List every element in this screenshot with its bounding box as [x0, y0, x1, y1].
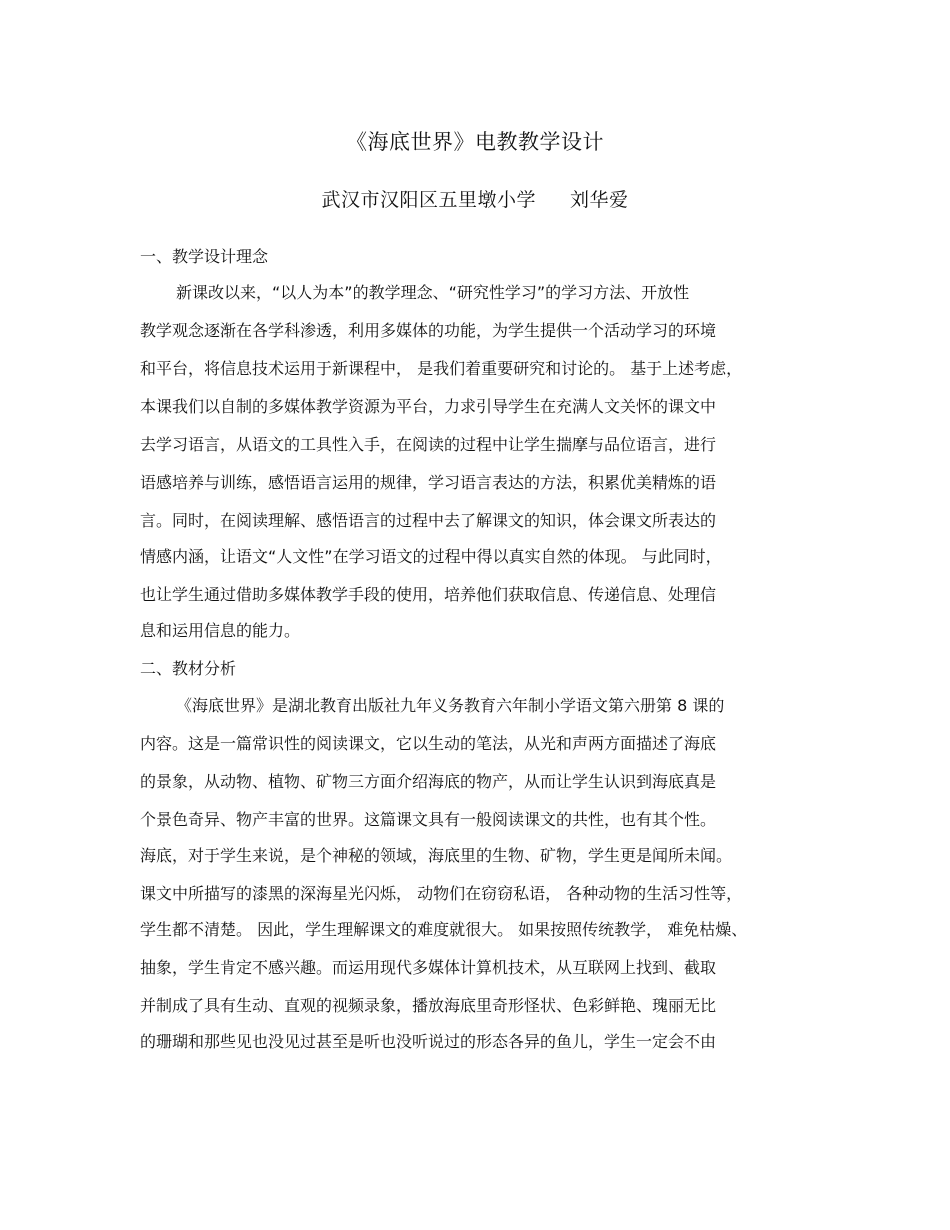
paragraph-line: 新课改以来，“以人为本”的教学理念、“研究性学习”的学习方法、开放性	[176, 283, 690, 302]
author-line	[0, 185, 950, 212]
paragraph-line: 学生都不清楚。 因此，学生理解课文的难度就很大。 如果按照传统教学， 难免枯燥、	[140, 920, 748, 939]
paragraph-line: 课文中所描写的漆黑的深海星光闪烁， 动物们在窃窃私语， 各种动物的生活习性等，	[140, 884, 743, 903]
paragraph-line: 本课我们以自制的多媒体教学资源为平台，力求引导学生在充满人文关怀的课文中	[140, 397, 717, 416]
paragraph-line: 和平台，将信息技术运用于新课程中， 是我们着重要研究和讨论的。 基于上述考虑，	[140, 359, 743, 378]
document-title: 《海底世界》电教教学设计	[346, 130, 604, 154]
paragraph-line: 的景象，从动物、植物、矿物三方面介绍海底的物产，从而让学生认识到海底真是	[140, 772, 717, 791]
author-school: 武汉市汉阳区五里墩小学	[321, 189, 536, 211]
paragraph-line: 教学观念逐渐在各学科渗透，利用多媒体的功能，为学生提供一个活动学习的环境	[140, 321, 717, 340]
author-name: 刘华爱	[570, 189, 629, 211]
paragraph-line: 语感培养与训练，感悟语言运用的规律，学习语言表达的方法，积累优美精炼的语	[140, 473, 717, 492]
paragraph-line: 并制成了具有生动、直观的视频录象，播放海底里奇形怪状、色彩鲜艳、瑰丽无比	[140, 996, 717, 1015]
paragraph-line: 内容。这是一篇常识性的阅读课文，它以生动的笔法，从光和声两方面描述了海底	[140, 734, 717, 753]
paragraph-line: 言。同时，在阅读理解、感悟语言的过程中去了解课文的知识，体会课文所表达的	[140, 511, 717, 530]
paragraph-line: 的珊瑚和那些见也没见过甚至是听也没听说过的形态各异的鱼儿，学生一定会不由	[140, 1032, 717, 1051]
paragraph-line: 海底，对于学生来说，是个神秘的领域，海底里的生物、矿物，学生更是闻所未闻。	[140, 846, 733, 865]
paragraph-line: 个景色奇异、物产丰富的世界。这篇课文具有一般阅读课文的共性，也有其个性。	[140, 810, 717, 829]
section-heading: 一、教学设计理念	[140, 247, 269, 266]
paragraph-line: 《海底世界》是湖北教育出版社九年义务教育六年制小学语文第六册第 8 课的	[176, 696, 725, 715]
paragraph-line: 息和运用信息的能力。	[140, 621, 301, 640]
paragraph-line: 也让学生通过借助多媒体教学手段的使用，培养他们获取信息、传递信息、处理信	[140, 585, 717, 604]
paragraph-line: 去学习语言，从语文的工具性入手，在阅读的过程中让学生揣摩与品位语言，进行	[140, 435, 717, 454]
section-heading: 二、教材分析	[140, 659, 237, 678]
paragraph-line: 抽象，学生肯定不感兴趣。而运用现代多媒体计算机技术，从互联网上找到、截取	[140, 958, 717, 977]
paragraph-line: 情感内涵，让语文“人文性”在学习语文的过程中得以真实自然的体现。 与此同时，	[140, 547, 722, 566]
